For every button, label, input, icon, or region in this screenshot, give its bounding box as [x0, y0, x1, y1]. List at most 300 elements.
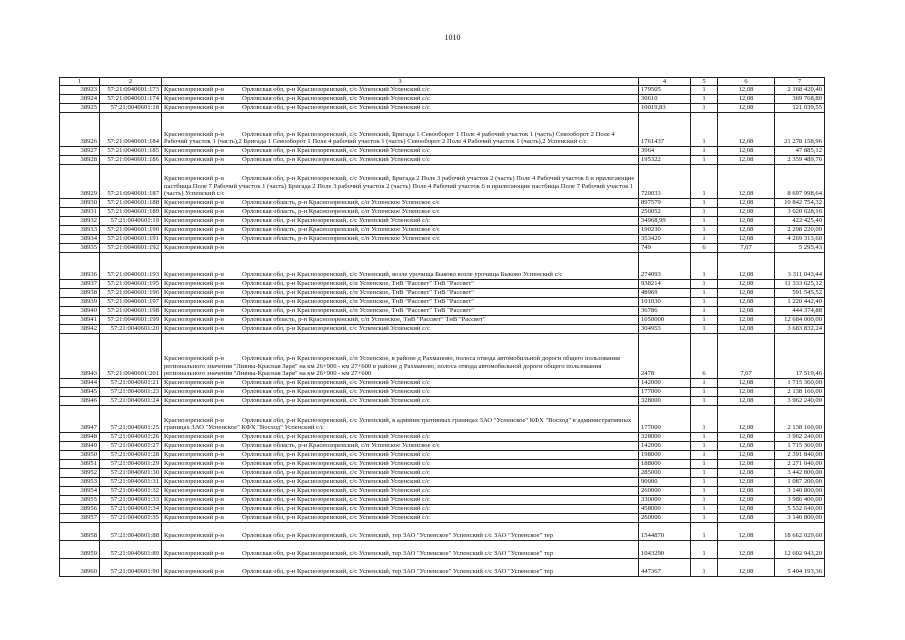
plot-area: 10019,83 — [639, 104, 691, 113]
table-row — [60, 226, 825, 235]
cadastral-number: 57:21:0040601:188 — [100, 199, 162, 208]
district-name: Краснозоренский р-н — [164, 355, 224, 363]
cadastral-number: 57:21:0040601:34 — [100, 505, 162, 514]
cadastral-number: 57:21:0040601:35 — [100, 514, 162, 523]
plot-area: 897579 — [639, 199, 691, 208]
header-cell: 7 — [775, 78, 825, 86]
address-text: Орловская область, р-н Краснозоренский, с/п Успенское Успенское с/с — [242, 442, 440, 450]
cadastral-value: 3 442 800,00 — [775, 469, 825, 478]
category-code: 1 — [691, 379, 718, 388]
cadastral-value: 2 391 840,00 — [775, 451, 825, 460]
cadastral-number: 57:21:0040601:187 — [100, 165, 162, 199]
cadastral-value: 2 138 160,00 — [775, 406, 825, 433]
address-cell — [162, 316, 639, 325]
row-number: 38952 — [60, 469, 100, 478]
row-number: 38931 — [60, 208, 100, 217]
category-code: 1 — [691, 95, 718, 104]
address-cell — [162, 165, 639, 199]
category-code: 1 — [691, 316, 718, 325]
category-code: 1 — [691, 433, 718, 442]
address-text: Орловская обл, р-н Краснозоренский, с/п Успенское, в районе д Рахманово, полоса отвода автомобильной дороги общего пользования регионального значения "Ливны-Красная Заря" на км 26+900 - км 27+600 в районе д Рахманово, полоса отвода автомобильной дороги общего пользования регионального значения "Ливны-Красная Заря" на км 26+900 - км 27+600 — [164, 355, 620, 378]
address-text: Орловская обл, р-н Краснозоренский, с/с Успенский, Бригада 2 Поле 3 рабочий участок 2 (часть) Поле 4 Рабочий участок 6 и прилегающие пастбища Поле 7 Рабочий участок 1 (часть) Бригада 2 Поле 3 рабочий участок 2 (часть) Поле 4 Рабочий участок 6 и прилегающие пастбища Поле 7 Рабочий участок 1 (часть) Успенский с/с — [164, 175, 635, 198]
cadastral-number: 57:21:0040601:31 — [100, 478, 162, 487]
address-cell — [162, 104, 639, 113]
rate-value: 12,08 — [718, 469, 775, 478]
header-cell: 1 — [60, 78, 100, 86]
plot-area: 101030 — [639, 298, 691, 307]
category-code: 1 — [691, 505, 718, 514]
cadastral-number: 57:21:0040601:191 — [100, 235, 162, 244]
address-cell — [162, 433, 639, 442]
cadastral-value: 8 697 998,64 — [775, 165, 825, 199]
district-name: Краснозоренский р-н — [164, 289, 224, 297]
cadastral-number: 57:21:0040601:192 — [100, 244, 162, 253]
address-cell — [162, 460, 639, 469]
address-cell — [162, 325, 639, 334]
row-number: 38930 — [60, 199, 100, 208]
plot-area: 177000 — [639, 388, 691, 397]
row-number: 38924 — [60, 95, 100, 104]
table-row — [60, 280, 825, 289]
district-name: Краснозоренский р-н — [164, 271, 224, 279]
address-cell — [162, 95, 639, 104]
category-code: 1 — [691, 487, 718, 496]
district-name: Краснозоренский р-н — [164, 104, 224, 112]
table-row — [60, 487, 825, 496]
row-number: 38948 — [60, 433, 100, 442]
district-name: Краснозоренский р-н — [164, 226, 224, 234]
district-name: Краснозоренский р-н — [164, 514, 224, 522]
cadastral-value: 18 662 029,60 — [775, 523, 825, 541]
category-code: 1 — [691, 559, 718, 577]
rate-value: 12,08 — [718, 156, 775, 165]
category-code: 1 — [691, 253, 718, 280]
rate-value: 12,08 — [718, 199, 775, 208]
table-row — [60, 325, 825, 334]
plot-area: 3964 — [639, 147, 691, 156]
row-number: 38955 — [60, 496, 100, 505]
row-number: 38941 — [60, 316, 100, 325]
district-name: Краснозоренский р-н — [164, 416, 224, 424]
cadastral-number: 57:21:0040601:201 — [100, 334, 162, 379]
category-code: 1 — [691, 469, 718, 478]
cadastral-value: 2 271 040,00 — [775, 460, 825, 469]
cadastral-value: 3 962 240,00 — [775, 433, 825, 442]
table-row — [60, 451, 825, 460]
plot-area: 1050000 — [639, 316, 691, 325]
table-row — [60, 113, 825, 147]
address-text: Орловская область, р-н Краснозоренский, с/п Успенское Успенское с/с — [242, 199, 440, 207]
cadastral-number: 57:21:0040601:26 — [100, 433, 162, 442]
cadastral-value: 3 962 240,00 — [775, 397, 825, 406]
table-row — [60, 316, 825, 325]
address-cell — [162, 208, 639, 217]
row-number: 38937 — [60, 280, 100, 289]
table-row — [60, 379, 825, 388]
cadastral-number: 57:21:0040601:20 — [100, 325, 162, 334]
category-code: 1 — [691, 523, 718, 541]
cadastral-value: 21 278 158,96 — [775, 113, 825, 147]
rate-value: 12,08 — [718, 397, 775, 406]
table-row — [60, 478, 825, 487]
address-cell — [162, 147, 639, 156]
table-row — [60, 289, 825, 298]
row-number: 38947 — [60, 406, 100, 433]
district-name: Краснозоренский р-н — [164, 388, 224, 396]
cadastral-number: 57:21:0040601:23 — [100, 388, 162, 397]
plot-area: 30610 — [639, 95, 691, 104]
address-text: Орловская область, р-н Краснозоренский, с/п Успенское Успенское с/с — [242, 226, 440, 234]
row-number: 38927 — [60, 147, 100, 156]
cadastral-value: 2 359 489,76 — [775, 156, 825, 165]
address-cell — [162, 307, 639, 316]
row-number: 38929 — [60, 165, 100, 199]
category-code: 1 — [691, 478, 718, 487]
table-row — [60, 208, 825, 217]
rate-value: 12,08 — [718, 289, 775, 298]
category-code: 1 — [691, 514, 718, 523]
district-name: Краснозоренский р-н — [164, 316, 224, 324]
district-name: Краснозоренский р-н — [164, 460, 224, 468]
rate-value: 12,08 — [718, 217, 775, 226]
cadastral-number: 57:21:0040601:30 — [100, 469, 162, 478]
table-row — [60, 104, 825, 113]
row-number: 38945 — [60, 388, 100, 397]
cadastral-number: 57:21:0040601:18 — [100, 104, 162, 113]
address-text: Орловская обл, р-н Краснозоренский, с/с Успенский Успенский с/с — [242, 325, 430, 333]
row-number: 38926 — [60, 113, 100, 147]
plot-area: 749 — [639, 244, 691, 253]
header-cell: 3 — [162, 78, 639, 86]
rate-value: 12,08 — [718, 208, 775, 217]
cadastral-value: 3 683 832,24 — [775, 325, 825, 334]
table-row — [60, 559, 825, 577]
table-row — [60, 244, 825, 253]
cadastral-number: 57:21:0040601:88 — [100, 523, 162, 541]
row-number: 38946 — [60, 397, 100, 406]
plot-area: 2478 — [639, 334, 691, 379]
category-code: 6 — [691, 244, 718, 253]
table-row — [60, 442, 825, 451]
category-code: 1 — [691, 397, 718, 406]
category-code: 1 — [691, 280, 718, 289]
cadastral-value: 1 715 360,00 — [775, 379, 825, 388]
plot-area: 328000 — [639, 397, 691, 406]
address-cell — [162, 217, 639, 226]
plot-area: 1043290 — [639, 541, 691, 559]
rate-value: 12,08 — [718, 379, 775, 388]
address-cell — [162, 199, 639, 208]
cadastral-value: 121 039,55 — [775, 104, 825, 113]
rate-value: 12,08 — [718, 104, 775, 113]
category-code: 1 — [691, 541, 718, 559]
district-name: Краснозоренский р-н — [164, 325, 224, 333]
district-name: Краснозоренский р-н — [164, 217, 224, 225]
category-code: 1 — [691, 217, 718, 226]
cadastral-number: 57:21:0040601:27 — [100, 442, 162, 451]
cadastral-value: 12 684 000,00 — [775, 316, 825, 325]
district-name: Краснозоренский р-н — [164, 130, 224, 138]
address-text: Орловская обл, р-н Краснозоренский, с/с Успенский, возле урочища Быково возле урочища Быково Успенский с/с — [242, 271, 563, 279]
address-cell — [162, 487, 639, 496]
category-code: 1 — [691, 147, 718, 156]
rate-value: 12,08 — [718, 388, 775, 397]
address-cell — [162, 514, 639, 523]
category-code: 1 — [691, 442, 718, 451]
district-name: Краснозоренский р-н — [164, 550, 224, 558]
row-number: 38949 — [60, 442, 100, 451]
cadastral-value: 10 842 754,32 — [775, 199, 825, 208]
category-code: 1 — [691, 104, 718, 113]
cadastral-number: 57:21:0040601:185 — [100, 147, 162, 156]
rate-value: 12,08 — [718, 451, 775, 460]
address-text: Орловская обл, р-н Краснозоренский, с/с Успенский Успенский с/с — [242, 469, 430, 477]
cadastral-number: 57:21:0040601:184 — [100, 113, 162, 147]
district-name: Краснозоренский р-н — [164, 433, 224, 441]
table-row — [60, 165, 825, 199]
cadastral-value: 3 311 043,44 — [775, 253, 825, 280]
plot-area: 260000 — [639, 487, 691, 496]
plot-area: 90000 — [639, 478, 691, 487]
table-row — [60, 235, 825, 244]
rate-value: 12,08 — [718, 514, 775, 523]
address-cell — [162, 442, 639, 451]
address-text: Орловская обл, р-н Краснозоренский, с/с Успенский Успенский с/с — [242, 95, 430, 103]
cadastral-number: 57:21:0040601:33 — [100, 496, 162, 505]
rate-value: 7,07 — [718, 244, 775, 253]
address-text: Орловская обл, р-н Краснозоренский, с/с Успенский Успенский с/с — [242, 217, 430, 225]
category-code: 1 — [691, 199, 718, 208]
cadastral-value: 3 986 400,00 — [775, 496, 825, 505]
plot-area: 353420 — [639, 235, 691, 244]
table-row — [60, 541, 825, 559]
row-number: 38925 — [60, 104, 100, 113]
row-number: 38943 — [60, 334, 100, 379]
address-cell — [162, 451, 639, 460]
header-cell: 4 — [639, 78, 691, 86]
row-number: 38940 — [60, 307, 100, 316]
cadastral-value: 47 885,12 — [775, 147, 825, 156]
plot-area: 190230 — [639, 226, 691, 235]
table-row — [60, 253, 825, 280]
cadastral-number: 57:21:0040601:90 — [100, 559, 162, 577]
cadastral-number: 57:21:0040601:28 — [100, 451, 162, 460]
address-cell — [162, 156, 639, 165]
plot-area: 188000 — [639, 460, 691, 469]
district-name: Краснозоренский р-н — [164, 505, 224, 513]
rate-value: 12,08 — [718, 433, 775, 442]
address-cell — [162, 244, 639, 253]
plot-area: 177000 — [639, 406, 691, 433]
header-cell: 2 — [100, 78, 162, 86]
cadastral-number: 57:21:0040601:199 — [100, 316, 162, 325]
address-cell — [162, 226, 639, 235]
cadastral-value: 3 140 800,00 — [775, 514, 825, 523]
district-name: Краснозоренский р-н — [164, 442, 224, 450]
cadastral-number: 57:21:0040601:174 — [100, 95, 162, 104]
address-cell — [162, 388, 639, 397]
table-row — [60, 469, 825, 478]
cadastral-value: 5 295,43 — [775, 244, 825, 253]
address-cell — [162, 523, 639, 541]
district-name: Краснозоренский р-н — [164, 487, 224, 495]
cadastral-value: 2 298 220,00 — [775, 226, 825, 235]
address-text: Орловская обл, р-н Краснозоренский, с/с Успенский Успенский с/с — [242, 156, 430, 164]
cadastral-number: 57:21:0040601:196 — [100, 289, 162, 298]
address-text: Орловская обл, р-н Краснозоренский, с/с Успенский Успенский с/с — [242, 379, 430, 387]
row-number: 38935 — [60, 244, 100, 253]
district-name: Краснозоренский р-н — [164, 280, 224, 288]
plot-area: 285000 — [639, 469, 691, 478]
table-row — [60, 217, 825, 226]
header-cell: 6 — [718, 78, 775, 86]
table-row — [60, 406, 825, 433]
plot-area: 330000 — [639, 496, 691, 505]
rate-value: 12,08 — [718, 559, 775, 577]
rate-value: 12,08 — [718, 496, 775, 505]
address-cell — [162, 406, 639, 433]
table-body — [60, 86, 825, 577]
category-code: 1 — [691, 208, 718, 217]
rate-value: 12,08 — [718, 280, 775, 289]
category-code: 1 — [691, 235, 718, 244]
row-number: 38932 — [60, 217, 100, 226]
header-cell: 5 — [691, 78, 718, 86]
address-text: Орловская обл, р-н Краснозоренский, с/с Успенский Успенский с/с — [242, 460, 430, 468]
row-number: 38944 — [60, 379, 100, 388]
plot-area: 34968,99 — [639, 217, 691, 226]
cadastral-number: 57:21:0040601:186 — [100, 156, 162, 165]
row-number: 38959 — [60, 541, 100, 559]
table-row — [60, 147, 825, 156]
row-number: 38939 — [60, 298, 100, 307]
category-code: 1 — [691, 451, 718, 460]
cadastral-number: 57:21:0040601:173 — [100, 86, 162, 95]
district-name: Краснозоренский р-н — [164, 298, 224, 306]
table-row — [60, 334, 825, 379]
address-text: Орловская обл, р-н Краснозоренский, с/с Успенский Успенский с/с — [242, 514, 430, 522]
plot-area: 260000 — [639, 514, 691, 523]
address-cell — [162, 280, 639, 289]
plot-area: 142000 — [639, 442, 691, 451]
cadastral-value: 591 545,52 — [775, 289, 825, 298]
district-name: Краснозоренский р-н — [164, 469, 224, 477]
address-text: Орловская обл, р-н Краснозоренский, с/с Успенский, тер ЗАО "Успенское" Успенский с/с ЗАО "Успенское" тер — [242, 532, 554, 540]
cadastral-number: 57:21:0040601:195 — [100, 280, 162, 289]
table-row — [60, 460, 825, 469]
cadastral-value: 5 532 640,00 — [775, 505, 825, 514]
cadastral-value: 2 168 420,40 — [775, 86, 825, 95]
rate-value: 12,08 — [718, 226, 775, 235]
cadastral-value: 11 333 625,12 — [775, 280, 825, 289]
cadastral-value: 369 768,80 — [775, 95, 825, 104]
row-number: 38956 — [60, 505, 100, 514]
land-plots-table — [59, 77, 825, 577]
category-code: 1 — [691, 307, 718, 316]
cadastral-value: 5 404 193,36 — [775, 559, 825, 577]
cadastral-number: 57:21:0040601:19 — [100, 217, 162, 226]
cadastral-number: 57:21:0040601:24 — [100, 397, 162, 406]
page-number: 1010 — [444, 33, 461, 42]
row-number: 38950 — [60, 451, 100, 460]
row-number: 38928 — [60, 156, 100, 165]
address-text: Орловская обл, р-н Краснозоренский, с/с Успенский Успенский с/с — [242, 478, 430, 486]
address-text: Орловская обл, р-н Краснозоренский, с/п Успенское, ТнВ "Рассвет" ТнВ "Рассвет" — [242, 280, 474, 288]
address-cell — [162, 235, 639, 244]
rate-value: 12,08 — [718, 235, 775, 244]
cadastral-value: 4 269 313,60 — [775, 235, 825, 244]
table-row — [60, 496, 825, 505]
category-code: 1 — [691, 496, 718, 505]
address-text: Орловская обл, р-н Краснозоренский, с/с Успенский Успенский с/с — [242, 433, 430, 441]
cadastral-number: 57:21:0040601:89 — [100, 541, 162, 559]
rate-value: 12,08 — [718, 487, 775, 496]
address-cell — [162, 86, 639, 95]
cadastral-number: 57:21:0040601:198 — [100, 307, 162, 316]
rate-value: 12,08 — [718, 253, 775, 280]
row-number: 38951 — [60, 460, 100, 469]
address-cell — [162, 289, 639, 298]
cadastral-number: 57:21:0040601:21 — [100, 379, 162, 388]
district-name: Краснозоренский р-н — [164, 244, 224, 252]
address-cell — [162, 469, 639, 478]
rate-value: 12,08 — [718, 86, 775, 95]
category-code: 1 — [691, 325, 718, 334]
table-row — [60, 86, 825, 95]
district-name: Краснозоренский р-н — [164, 532, 224, 540]
address-cell — [162, 505, 639, 514]
address-cell — [162, 379, 639, 388]
rate-value: 12,08 — [718, 113, 775, 147]
category-code: 1 — [691, 165, 718, 199]
cadastral-value: 2 138 160,00 — [775, 388, 825, 397]
row-number: 38938 — [60, 289, 100, 298]
cadastral-number: 57:21:0040601:189 — [100, 208, 162, 217]
district-name: Краснозоренский р-н — [164, 208, 224, 216]
cadastral-value: 3 020 628,16 — [775, 208, 825, 217]
table-row — [60, 523, 825, 541]
cadastral-number: 57:21:0040601:193 — [100, 253, 162, 280]
district-name: Краснозоренский р-н — [164, 568, 224, 576]
row-number: 38953 — [60, 478, 100, 487]
header-row — [60, 78, 825, 86]
plot-area: 195322 — [639, 156, 691, 165]
cadastral-value: 17 519,46 — [775, 334, 825, 379]
plot-area: 274093 — [639, 253, 691, 280]
address-text: Орловская обл, р-н Краснозоренский, с/с Успенский Успенский с/с — [242, 397, 430, 405]
address-text: Орловская обл, р-н Краснозоренский, с/с Успенский Успенский с/с — [242, 86, 430, 94]
table-row — [60, 156, 825, 165]
cadastral-number: 57:21:0040601:29 — [100, 460, 162, 469]
district-name: Краснозоренский р-н — [164, 86, 224, 94]
address-text: Орловская обл, р-н Краснозоренский, с/с Успенский Успенский с/с — [242, 388, 430, 396]
table-row — [60, 388, 825, 397]
category-code: 1 — [691, 406, 718, 433]
address-cell — [162, 478, 639, 487]
plot-area: 48969 — [639, 289, 691, 298]
table-row — [60, 514, 825, 523]
rate-value: 12,08 — [718, 316, 775, 325]
district-name: Краснозоренский р-н — [164, 496, 224, 504]
rate-value: 12,08 — [718, 460, 775, 469]
plot-area: 720033 — [639, 165, 691, 199]
address-cell — [162, 397, 639, 406]
cadastral-value: 1 715 360,00 — [775, 442, 825, 451]
address-text: Орловская обл, р-н Краснозоренский, с/с Успенский, тер ЗАО "Успенское" Успенский с/с ЗАО "Успенское" тер — [242, 550, 554, 558]
address-cell — [162, 496, 639, 505]
rate-value: 12,08 — [718, 325, 775, 334]
table-row — [60, 298, 825, 307]
